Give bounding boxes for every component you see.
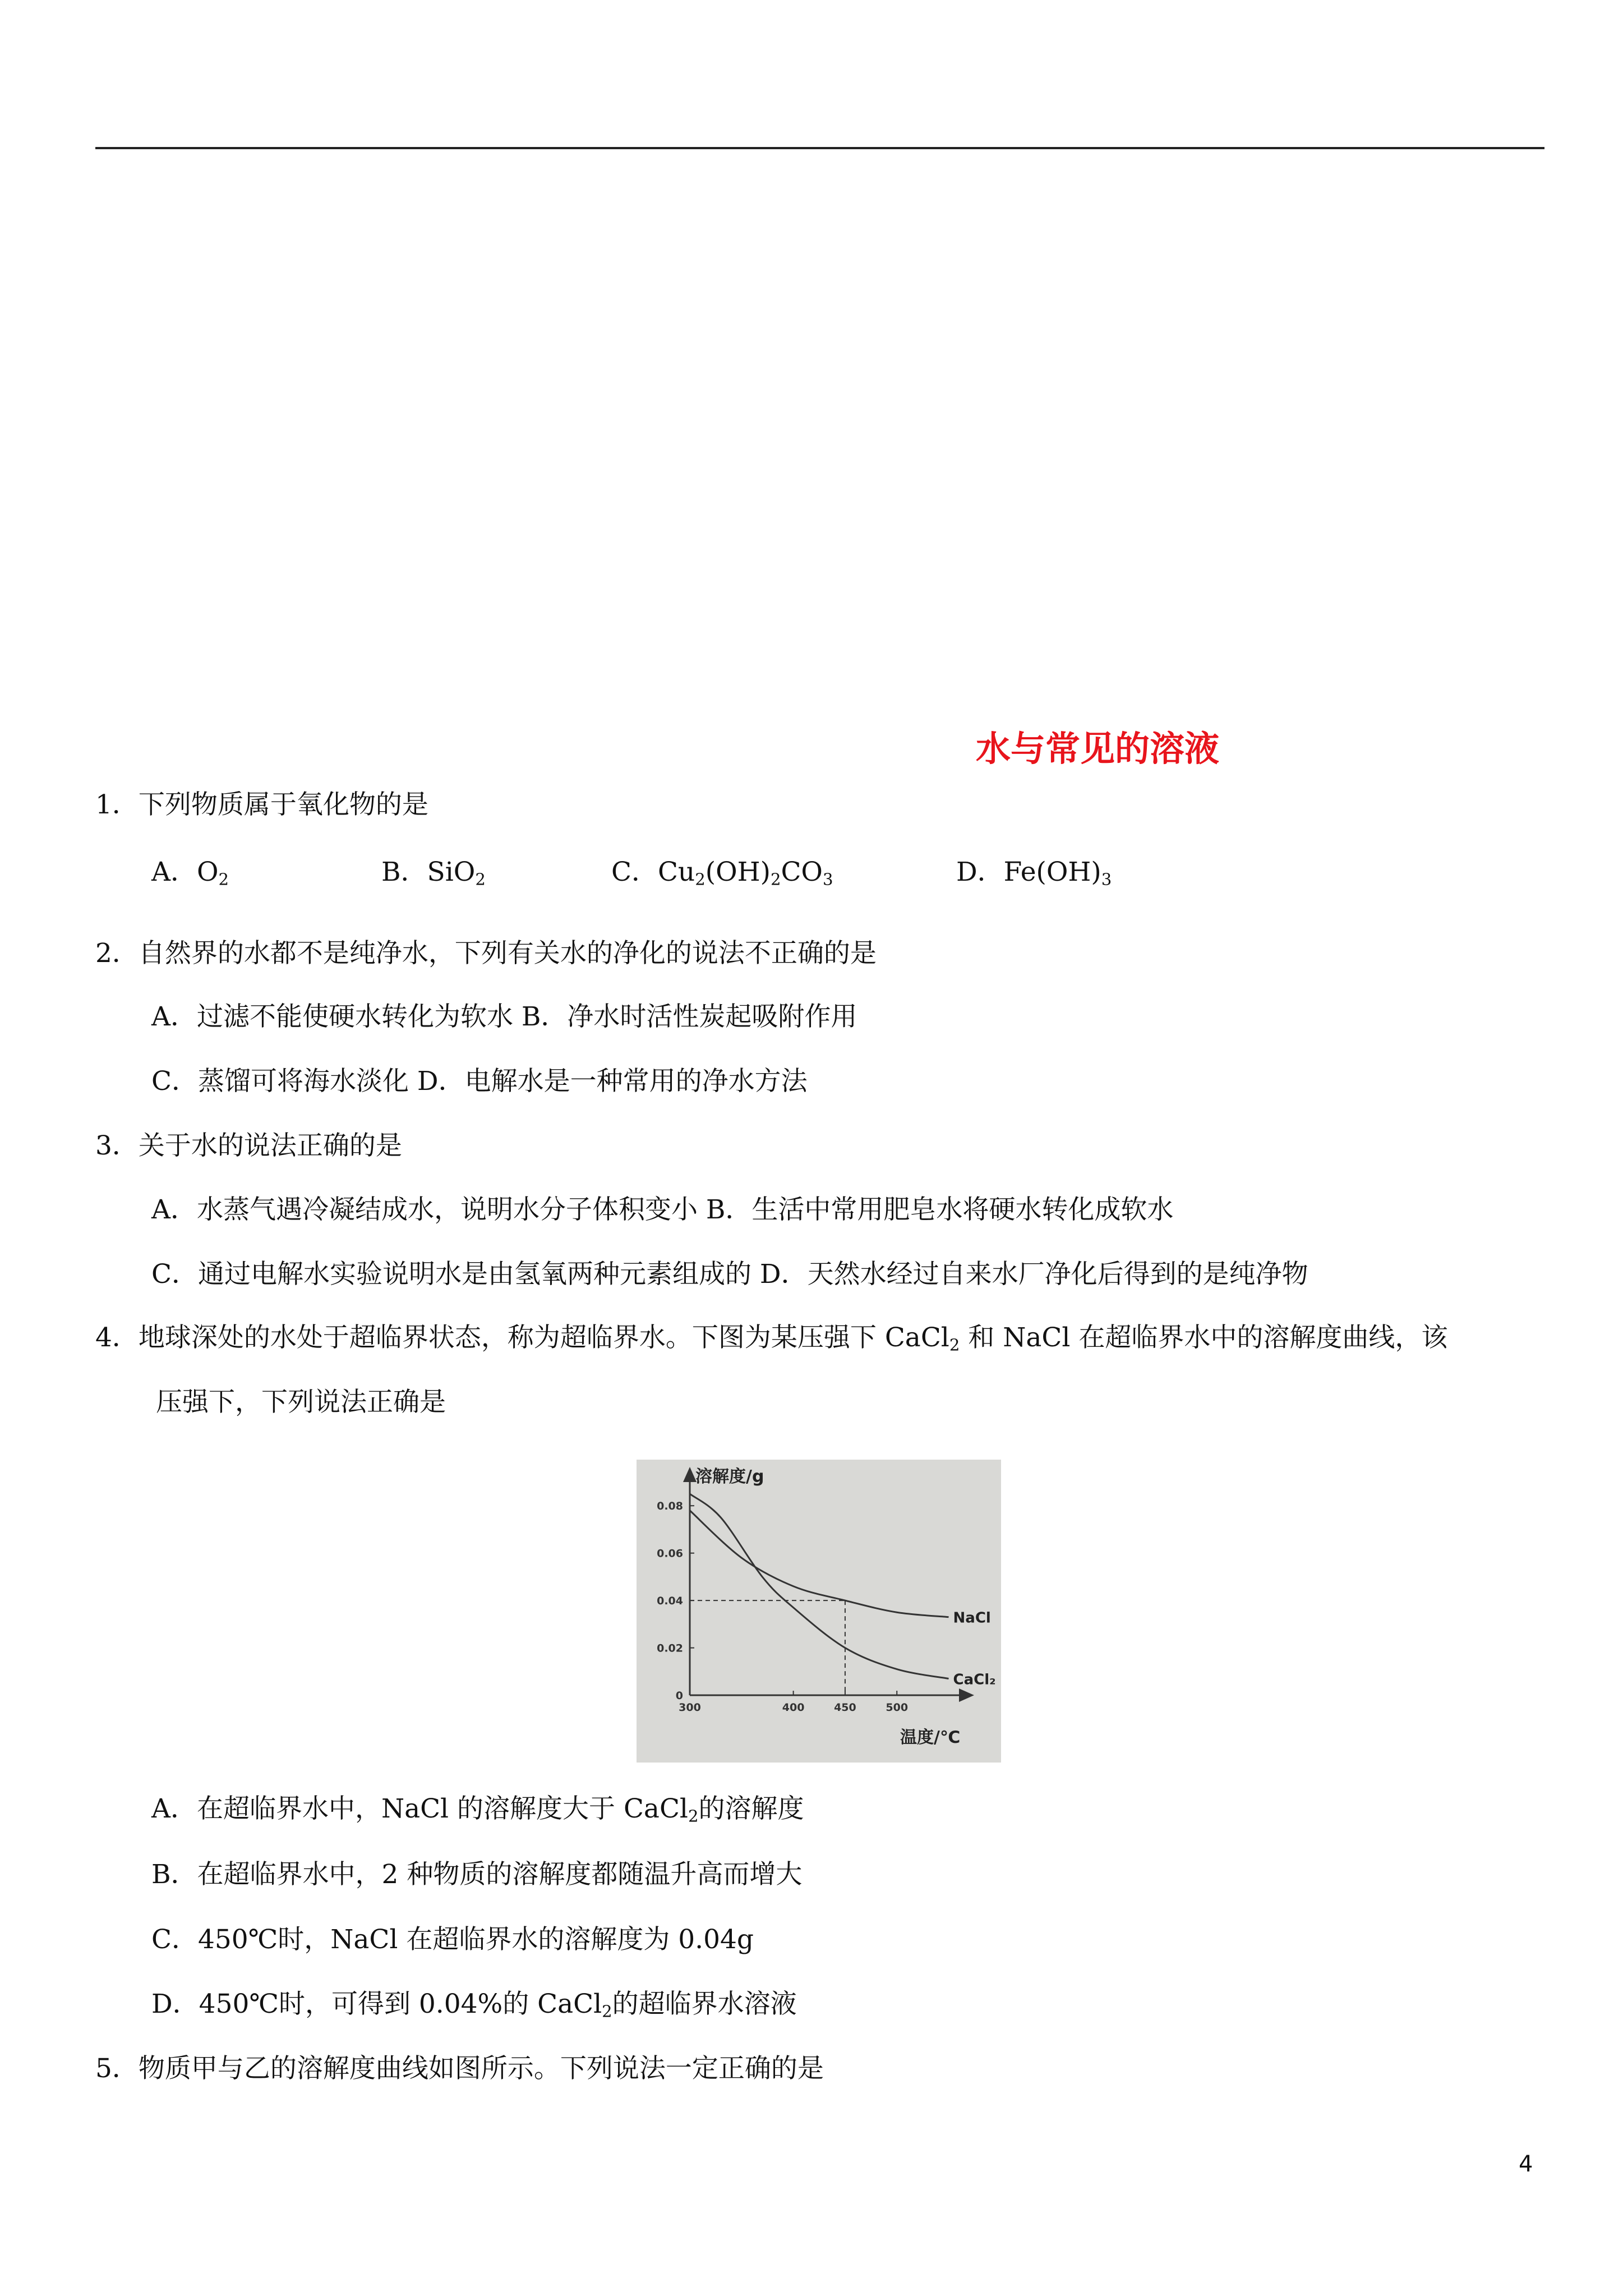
y-tick-label: 0.08 bbox=[657, 1500, 683, 1513]
q5-stem: 5．物质甲与乙的溶解度曲线如图所示。下列说法一定正确的是 bbox=[95, 2053, 824, 2084]
series-label-nacl: NaCl bbox=[953, 1609, 991, 1627]
q3-stem: 3．关于水的说法正确的是 bbox=[95, 1130, 402, 1161]
x-axis-label: 温度/℃ bbox=[900, 1728, 961, 1747]
x-tick-label: 300 bbox=[679, 1701, 701, 1714]
q2-options-ab: A．过滤不能使硬水转化为软水 B．净水时活性炭起吸附作用 bbox=[151, 1001, 857, 1032]
q4-option-a: A．在超临界水中，NaCl 的溶解度大于 CaCl$_2$的溶解度 bbox=[151, 1793, 804, 1826]
series-label-cacl2: CaCl₂ bbox=[953, 1671, 996, 1688]
q1-option-b: B．SiO$_2$ bbox=[381, 857, 486, 889]
x-tick-label: 450 bbox=[834, 1701, 856, 1714]
q2-stem: 2．自然界的水都不是纯净水，下列有关水的净化的说法不正确的是 bbox=[95, 938, 877, 969]
series-line-cacl2 bbox=[690, 1494, 949, 1678]
q4-option-b: B．在超临界水中，2 种物质的溶解度都随温升高而增大 bbox=[151, 1859, 803, 1890]
q2-options-cd: C．蒸馏可将海水淡化 D．电解水是一种常用的净水方法 bbox=[151, 1066, 808, 1097]
q1-option-c: C．$Cu_2(OH)_2CO_3$ bbox=[611, 857, 833, 889]
y-tick-label: 0.02 bbox=[657, 1642, 683, 1655]
x-tick-label: 400 bbox=[782, 1701, 805, 1714]
page-number: 4 bbox=[1519, 2151, 1533, 2177]
q4-option-d: D．450℃时，可得到 0.04%的 CaCl$_2$的超临界水溶液 bbox=[151, 1989, 797, 2021]
q3-options-ab: A．水蒸气遇冷凝结成水，说明水分子体积变小 B．生活中常用肥皂水将硬水转化成软水 bbox=[151, 1194, 1174, 1225]
q1-stem: 1．下列物质属于氧化物的是 bbox=[95, 789, 428, 820]
top-rule bbox=[95, 147, 1544, 149]
q1-option-d: D．$Fe(OH)_3$ bbox=[956, 857, 1112, 889]
y-tick-label: 0 bbox=[675, 1690, 683, 1702]
x-tick-label: 500 bbox=[886, 1701, 909, 1714]
page-title: 水与常见的溶液 bbox=[976, 728, 1220, 769]
y-tick-label: 0.06 bbox=[657, 1547, 683, 1560]
y-axis-label: 溶解度/g bbox=[695, 1467, 764, 1487]
q4-stem-line1: 4．地球深处的水处于超临界状态，称为超临界水。下图为某压强下 CaCl$_2$ 和 NaCl 在超临界水中的溶解度曲线，该 bbox=[95, 1322, 1448, 1355]
q1-option-a: A．$O_2$ bbox=[151, 857, 229, 889]
solubility-chart bbox=[637, 1460, 1001, 1763]
y-tick-label: 0.04 bbox=[657, 1595, 683, 1608]
q3-options-cd: C．通过电解水实验说明水是由氢氧两种元素组成的 D．天然水经过自来水厂净化后得到的是纯净物 bbox=[151, 1259, 1308, 1290]
q4-option-c: C．450℃时，NaCl 在超临界水的溶解度为 0.04g bbox=[151, 1924, 754, 1955]
q4-stem-line2: 压强下，下列说法正确是 bbox=[156, 1387, 446, 1418]
